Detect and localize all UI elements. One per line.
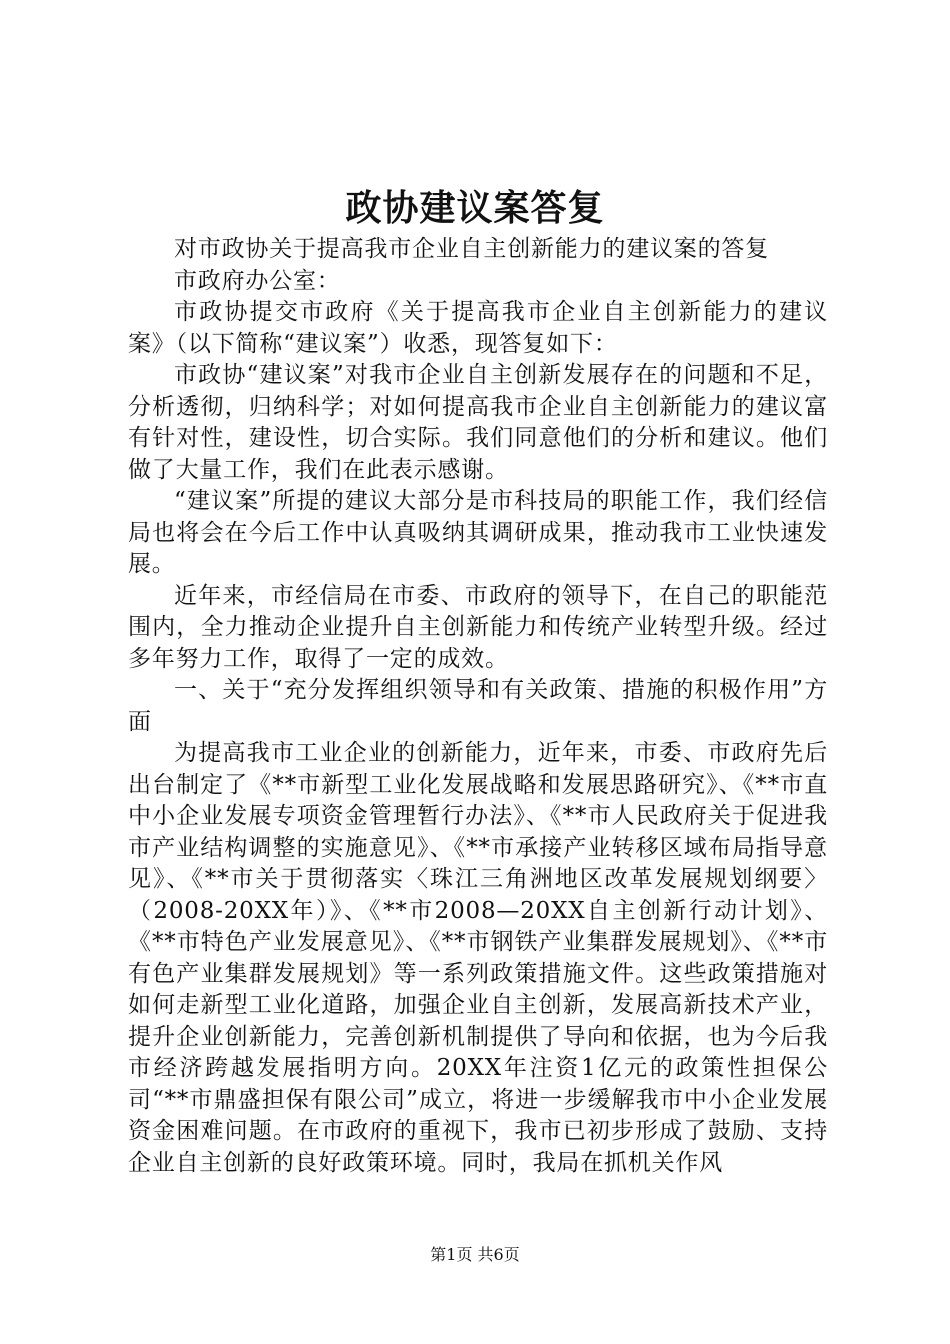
document-title: 政协建议案答复 [345,187,605,229]
paragraph-intro: 市政协提交市政府《关于提高我市企业自主创新能力的建议案》（以下简称“建议案”）收悉，现答复如下： [128,299,828,357]
paragraph-recipient: 市政府办公室： [174,267,341,294]
paragraph-assessment: 市政协“建议案”对我市企业自主创新发展存在的问题和不足，分析透彻，归纳科学；对如何提高我市企业自主创新能力的建议富有针对性，建设性，切合实际。我们同意他们的分析和建议。他们做了大量工作，我们在此表示感谢。 [128,362,828,483]
paragraph-recent-work: 近年来，市经信局在市委、市政府的领导下，在自己的职能范围内，全力推动企业提升自主创新能力和传统产业转型升级。经过多年努力工作，取得了一定的成效。 [128,582,828,672]
paragraph-subject: 对市政协关于提高我市企业自主创新能力的建议案的答复 [174,236,769,262]
paragraph-policies: 为提高我市工业企业的创新能力，近年来，市委、市政府先后出台制定了《**市新型工业化发展战略和发展思路研究》、《**市直中小企业发展专项资金管理暂行办法》、《**市人民政府关于促进我市产业结构调整的实施意见》、《**市承接产业转移区域布局指导意见》、《**市关于贯彻落实〈珠江三角洲地区改革发展规划纲要〉（2008-20XX年）》、《**市2008—20XX自主创新行动计划》、《**市特色产业发展意见》、《**市钢铁产业集群发展规划》、《**市有色产业集群发展规划》等一系列政策措施文件。这些政策措施对如何走新型工业化道路，加强企业自主创新，发展高新技术产业，提升企业创新能力，完善创新机制提供了导向和依据，也为今后我市经济跨越发展指明方向。20XX年注资1亿元的政策性担保公司“**市鼎盛担保有限公司”成立，将进一步缓解我市中小企业发展资金困难问题。在市政府的重视下，我市已初步形成了鼓励、支持企业自主创新的良好政策环境。同时，我局在抓机关作风 [128,740,828,1176]
section-heading-1: 一、关于“充分发挥组织领导和有关政策、措施的积极作用”方面 [128,677,828,735]
page-footer: 第1页 共6页 [430,1245,520,1264]
paragraph-scope: “建议案”所提的建议大部分是市科技局的职能工作，我们经信局也将会在今后工作中认真吸纳其调研成果，推动我市工业快速发展。 [128,488,828,577]
document-body [128,234,828,1179]
